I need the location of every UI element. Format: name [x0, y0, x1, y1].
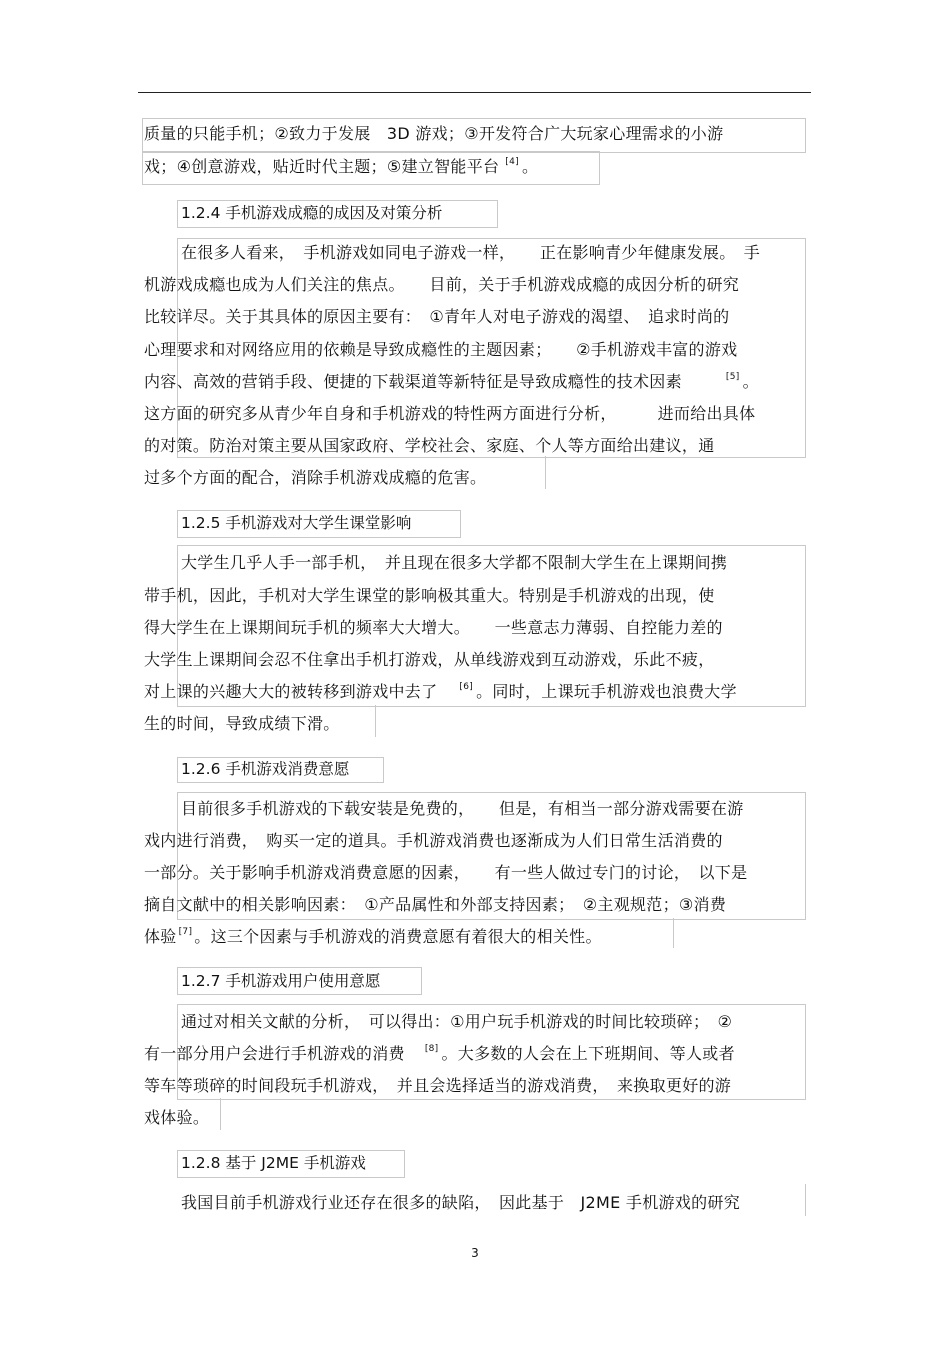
text-line: 比较详尽。关于其具体的原因主要有： ①青年人对电子游戏的渴望、 追求时尚的 — [144, 307, 730, 326]
header-rule — [138, 92, 811, 93]
citation: [6] — [459, 682, 474, 692]
text-line: 得大学生在上课期间玩手机的频率大大增大。 一些意志力薄弱、自控能力差的 — [144, 618, 723, 637]
text-line: 质量的只能手机；②致力于发展 3D 游戏；③开发符合广大玩家心理需求的小游 — [144, 124, 724, 143]
citation: [7] — [178, 927, 193, 937]
text-box-edge — [375, 705, 376, 737]
text-span: 。 — [742, 372, 759, 391]
citation: [4] — [505, 157, 519, 167]
text-span: 。大多数的人会在上下班期间、等人或者 — [441, 1044, 735, 1063]
text-line — [144, 1038, 735, 1070]
section-heading: 1.2.8 基于 J2ME 手机游戏 — [181, 1154, 366, 1172]
text-line: 通过对相关文献的分析， 可以得出：①用户玩手机游戏的时间比较琐碎； ② — [181, 1012, 733, 1031]
text-span: 戏；④创意游戏，贴近时代主题；⑤建立智能平台 — [144, 157, 500, 176]
text-line: 我国目前手机游戏行业还存在很多的缺陷， 因此基于 J2ME 手机游戏的研究 — [181, 1193, 740, 1212]
text-line: 过多个方面的配合，消除手机游戏成瘾的危害。 — [144, 468, 487, 487]
text-line — [144, 921, 602, 953]
text-span: 体验 — [144, 927, 177, 946]
text-span: 。同时，上课玩手机游戏也浪费大学 — [476, 682, 737, 701]
text-span: 有一部分用户会进行手机游戏的消费 — [144, 1044, 405, 1063]
text-line — [144, 676, 737, 708]
text-line: 生的时间，导致成绩下滑。 — [144, 714, 340, 733]
text-line: 戏内进行消费， 购买一定的道具。手机游戏消费也逐渐成为人们日常生活消费的 — [144, 831, 723, 850]
section-heading: 1.2.6 手机游戏消费意愿 — [181, 760, 350, 778]
text-span: 。 — [521, 157, 539, 176]
section-heading: 1.2.7 手机游戏用户使用意愿 — [181, 972, 381, 990]
text-line: 目前很多手机游戏的下载安装是免费的， 但是，有相当一部分游戏需要在游 — [181, 799, 744, 818]
text-line: 等车等琐碎的时间段玩手机游戏， 并且会选择适当的游戏消费， 来换取更好的游 — [144, 1076, 732, 1095]
section-heading: 1.2.5 手机游戏对大学生课堂影响 — [181, 514, 412, 532]
text-line: 一部分。关于影响手机游戏消费意愿的因素， 有一些人做过专门的讨论， 以下是 — [144, 863, 748, 882]
text-line: 大学生上课期间会忍不住拿出手机打游戏，从单线游戏到互动游戏，乐此不疲， — [144, 650, 715, 669]
citation: [8] — [424, 1044, 439, 1054]
text-line: 机游戏成瘾也成为人们关注的焦点。 目前，关于手机游戏成瘾的成因分析的研究 — [144, 275, 740, 294]
text-line — [144, 366, 759, 398]
text-span: 内容、高效的营销手段、便捷的下载渠道等新特征是导致成瘾性的技术因素 — [144, 372, 682, 391]
section-heading: 1.2.4 手机游戏成瘾的成因及对策分析 — [181, 204, 443, 222]
text-line: 带手机，因此，手机对大学生课堂的影响极其重大。特别是手机游戏的出现，使 — [144, 586, 715, 605]
text-box-edge — [220, 1098, 221, 1130]
text-box-edge — [673, 918, 674, 948]
text-line: 的对策。防治对策主要从国家政府、学校社会、家庭、个人等方面给出建议，通 — [144, 436, 715, 455]
text-line: 戏体验。 — [144, 1108, 210, 1127]
text-box-edge — [805, 1184, 806, 1216]
text-line: 心理要求和对网络应用的依赖是导致成瘾性的主题因素； ②手机游戏丰富的游戏 — [144, 340, 738, 359]
text-span: 对上课的兴趣大大的被转移到游戏中去了 — [144, 682, 438, 701]
text-line: 摘自文献中的相关影响因素： ①产品属性和外部支持因素； ②主观规范；③消费 — [144, 895, 727, 914]
citation: [5] — [725, 372, 740, 382]
page-number: 3 — [471, 1246, 479, 1260]
text-span: 。这三个因素与手机游戏的消费意愿有着很大的相关性。 — [194, 927, 602, 946]
text-line — [144, 151, 538, 183]
text-line: 大学生几乎人手一部手机， 并且现在很多大学都不限制大学生在上课期间携 — [181, 553, 728, 572]
text-line: 在很多人看来， 手机游戏如同电子游戏一样， 正在影响青少年健康发展。 手 — [181, 243, 761, 262]
text-line: 这方面的研究多从青少年自身和手机游戏的特性两方面进行分析， 进而给出具体 — [144, 404, 756, 423]
